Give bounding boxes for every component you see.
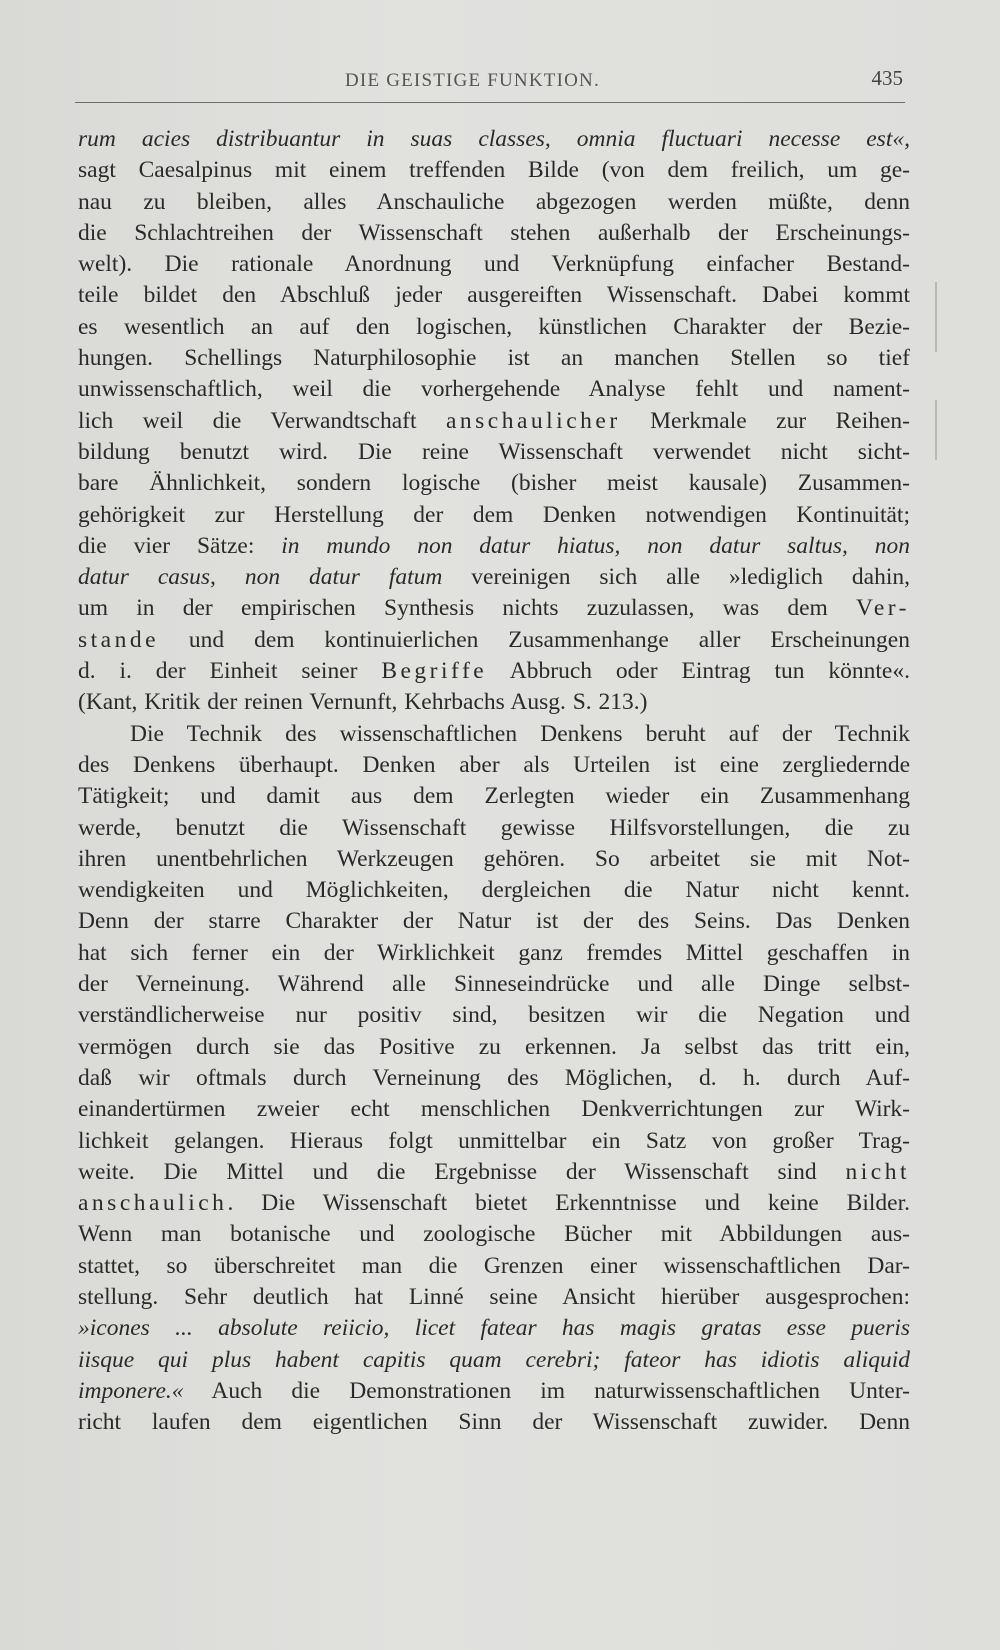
text-line	[78, 1032, 910, 1063]
text-run: ihren unentbehrlichen Werkzeugen gehören. So arbeitet sie mit Not-	[78, 845, 910, 872]
spaced-text-run: stande	[78, 626, 160, 653]
text-run: bare Ähnlichkeit, sondern logische (bisher meist kausale) Zusammen-	[78, 470, 910, 497]
text-run: weite. Die Mittel und die Ergebnisse der Wissenschaft sind	[78, 1158, 846, 1185]
spaced-text-run: Begriffe	[381, 658, 488, 685]
text-run: stellung. Sehr deutlich hat Linné seine Ansicht hierüber ausgesprochen:	[78, 1283, 910, 1310]
spaced-text-run: nicht	[845, 1158, 910, 1185]
text-line	[78, 406, 910, 437]
text-line	[78, 1094, 910, 1125]
text-line	[78, 374, 910, 405]
text-run: Merkmale zur Reihen-	[620, 407, 910, 434]
text-line	[78, 1188, 910, 1219]
text-line	[78, 844, 910, 875]
text-run: einandertürmen zweier echt menschlichen Denkverrichtungen zur Wirk-	[78, 1096, 910, 1123]
text-run: lichkeit gelangen. Hieraus folgt unmittelbar ein Satz von großer Trag-	[78, 1127, 910, 1154]
text-line	[78, 1157, 910, 1188]
text-line	[78, 124, 910, 155]
text-line	[78, 1251, 910, 1282]
text-line	[78, 1345, 910, 1376]
text-run: und dem kontinuierlichen Zusammenhange aller Erscheinungen	[159, 626, 910, 653]
text-line	[78, 1376, 910, 1407]
text-run: teile bildet den Abschluß jeder ausgereiften Wissenschaft. Dabei kommt	[78, 282, 910, 309]
text-line	[78, 280, 910, 311]
text-line	[78, 1313, 910, 1344]
spaced-text-run: Ver-	[856, 595, 910, 622]
text-run: vermögen durch sie das Positive zu erkennen. Ja selbst das tritt ein,	[78, 1033, 910, 1060]
text-run: sagt Caesalpinus mit einem treffenden Bilde (von dem freilich, um ge-	[78, 157, 910, 184]
text-line	[78, 500, 910, 531]
text-run: es wesentlich an auf den logischen, künstlichen Charakter der Bezie-	[78, 313, 910, 340]
text-line	[78, 187, 910, 218]
text-run: hat sich ferner ein der Wirklichkeit ganz fremdes Mittel geschaffen in	[78, 939, 910, 966]
spaced-text-run: anschaulicher	[445, 407, 621, 434]
text-line	[78, 312, 910, 343]
text-line	[78, 625, 910, 656]
text-run: vereinigen sich alle »lediglich dahin,	[442, 564, 910, 591]
text-line	[78, 1282, 910, 1313]
text-run: Abbruch oder Eintrag tun könnte«.	[487, 658, 910, 685]
text-line	[78, 593, 910, 624]
text-run: wendigkeiten und Möglichkeiten, dergleichen die Natur nicht kennt.	[78, 877, 910, 904]
running-head	[75, 62, 905, 103]
text-run: Denn der starre Charakter der Natur ist der des Seins. Das Denken	[78, 908, 910, 935]
text-line	[78, 1000, 910, 1031]
text-line	[78, 437, 910, 468]
page-number: 435	[871, 66, 903, 90]
text-run: welt). Die rationale Anordnung und Verknüpfung einfacher Bestand-	[78, 251, 910, 278]
text-run: d. i. der Einheit seiner	[78, 658, 382, 685]
margin-pencil-mark	[935, 400, 937, 460]
text-run: verständlicherweise nur positiv sind, besitzen wir die Negation und	[78, 1002, 910, 1029]
text-run: werde, benutzt die Wissenschaft gewisse Hilfsvorstellungen, die zu	[78, 814, 910, 841]
text-run: . Die Wissenschaft bietet Erkenntnisse und keine Bilder.	[227, 1190, 910, 1217]
text-run: Auch die Demonstrationen im naturwissenschaftlichen Unter-	[183, 1377, 910, 1404]
text-run: nau zu bleiben, alles Anschauliche abgezogen werden müßte, denn	[78, 188, 910, 215]
text-line	[78, 1407, 910, 1438]
text-run: gehörigkeit zur Herstellung der dem Denken notwendigen Kontinuität;	[78, 501, 910, 528]
text-line	[78, 1126, 910, 1157]
spaced-text-run: anschaulich	[78, 1190, 228, 1217]
text-line	[78, 249, 910, 280]
text-run: Tätigkeit; und damit aus dem Zerlegten wieder ein Zusammenhang	[78, 783, 910, 810]
text-line	[78, 781, 910, 812]
text-run: stattet, so überschreitet man die Grenzen einer wissenschaftlichen Dar-	[78, 1252, 910, 1279]
italic-text-run: datur casus, non datur fatum	[78, 564, 443, 591]
margin-pencil-mark	[935, 282, 937, 352]
text-line	[78, 750, 910, 781]
text-line	[78, 343, 910, 374]
text-line	[78, 218, 910, 249]
italic-text-run: imponere.«	[78, 1377, 184, 1404]
text-run: (Kant, Kritik der reinen Vernunft, Kehrbachs Ausg. S. 213.)	[78, 689, 648, 716]
text-line	[78, 875, 910, 906]
text-run: hungen. Schellings Naturphilosophie ist an manchen Stellen so tief	[78, 345, 910, 372]
text-line	[78, 687, 910, 718]
text-line	[78, 719, 910, 750]
text-line	[78, 562, 910, 593]
text-run: Wenn man botanische und zoologische Bücher mit Abbildungen aus-	[78, 1221, 910, 1248]
text-line	[78, 531, 910, 562]
text-run: um in der empirischen Synthesis nichts zuzulassen, was dem	[78, 595, 857, 622]
text-line	[78, 906, 910, 937]
text-line	[78, 1219, 910, 1250]
text-line	[78, 813, 910, 844]
text-run: unwissenschaftlich, weil die vorhergehende Analyse fehlt und nament-	[78, 376, 910, 403]
text-line	[78, 155, 910, 186]
text-run: der Verneinung. Während alle Sinneseindrücke und alle Dinge selbst-	[78, 971, 910, 998]
text-run: richt laufen dem eigentlichen Sinn der Wissenschaft zuwider. Denn	[78, 1409, 910, 1436]
text-run: die vier Sätze:	[78, 532, 282, 559]
italic-text-run: »icones ... absolute reiicio, licet fatear has magis gratas esse pueris	[78, 1315, 910, 1342]
text-line	[78, 938, 910, 969]
italic-text-run: in mundo non datur hiatus, non datur saltus, non	[281, 532, 910, 559]
text-run: Die Technik des wissenschaftlichen Denkens beruht auf der Technik	[130, 720, 910, 747]
text-run: bildung benutzt wird. Die reine Wissenschaft verwendet nicht sicht-	[78, 438, 910, 465]
italic-text-run: iisque qui plus habent capitis quam cerebri; fateor has idiotis aliquid	[78, 1346, 910, 1373]
running-title: DIE GEISTIGE FUNKTION.	[345, 70, 600, 91]
body-text	[78, 124, 910, 1438]
text-line	[78, 468, 910, 499]
text-run: lich weil die Verwandtschaft	[78, 407, 446, 434]
text-run: daß wir oftmals durch Verneinung des Möglichen, d. h. durch Auf-	[78, 1064, 910, 1091]
text-run: die Schlachtreihen der Wissenschaft stehen außerhalb der Erscheinungs-	[78, 219, 910, 246]
text-line	[78, 1063, 910, 1094]
italic-text-run: rum acies distribuantur in suas classes, omnia fluctuari necesse est«,	[78, 126, 910, 152]
text-run: des Denkens überhaupt. Denken aber als Urteilen ist eine zergliedernde	[78, 751, 910, 778]
text-line	[78, 656, 910, 687]
text-line	[78, 969, 910, 1000]
